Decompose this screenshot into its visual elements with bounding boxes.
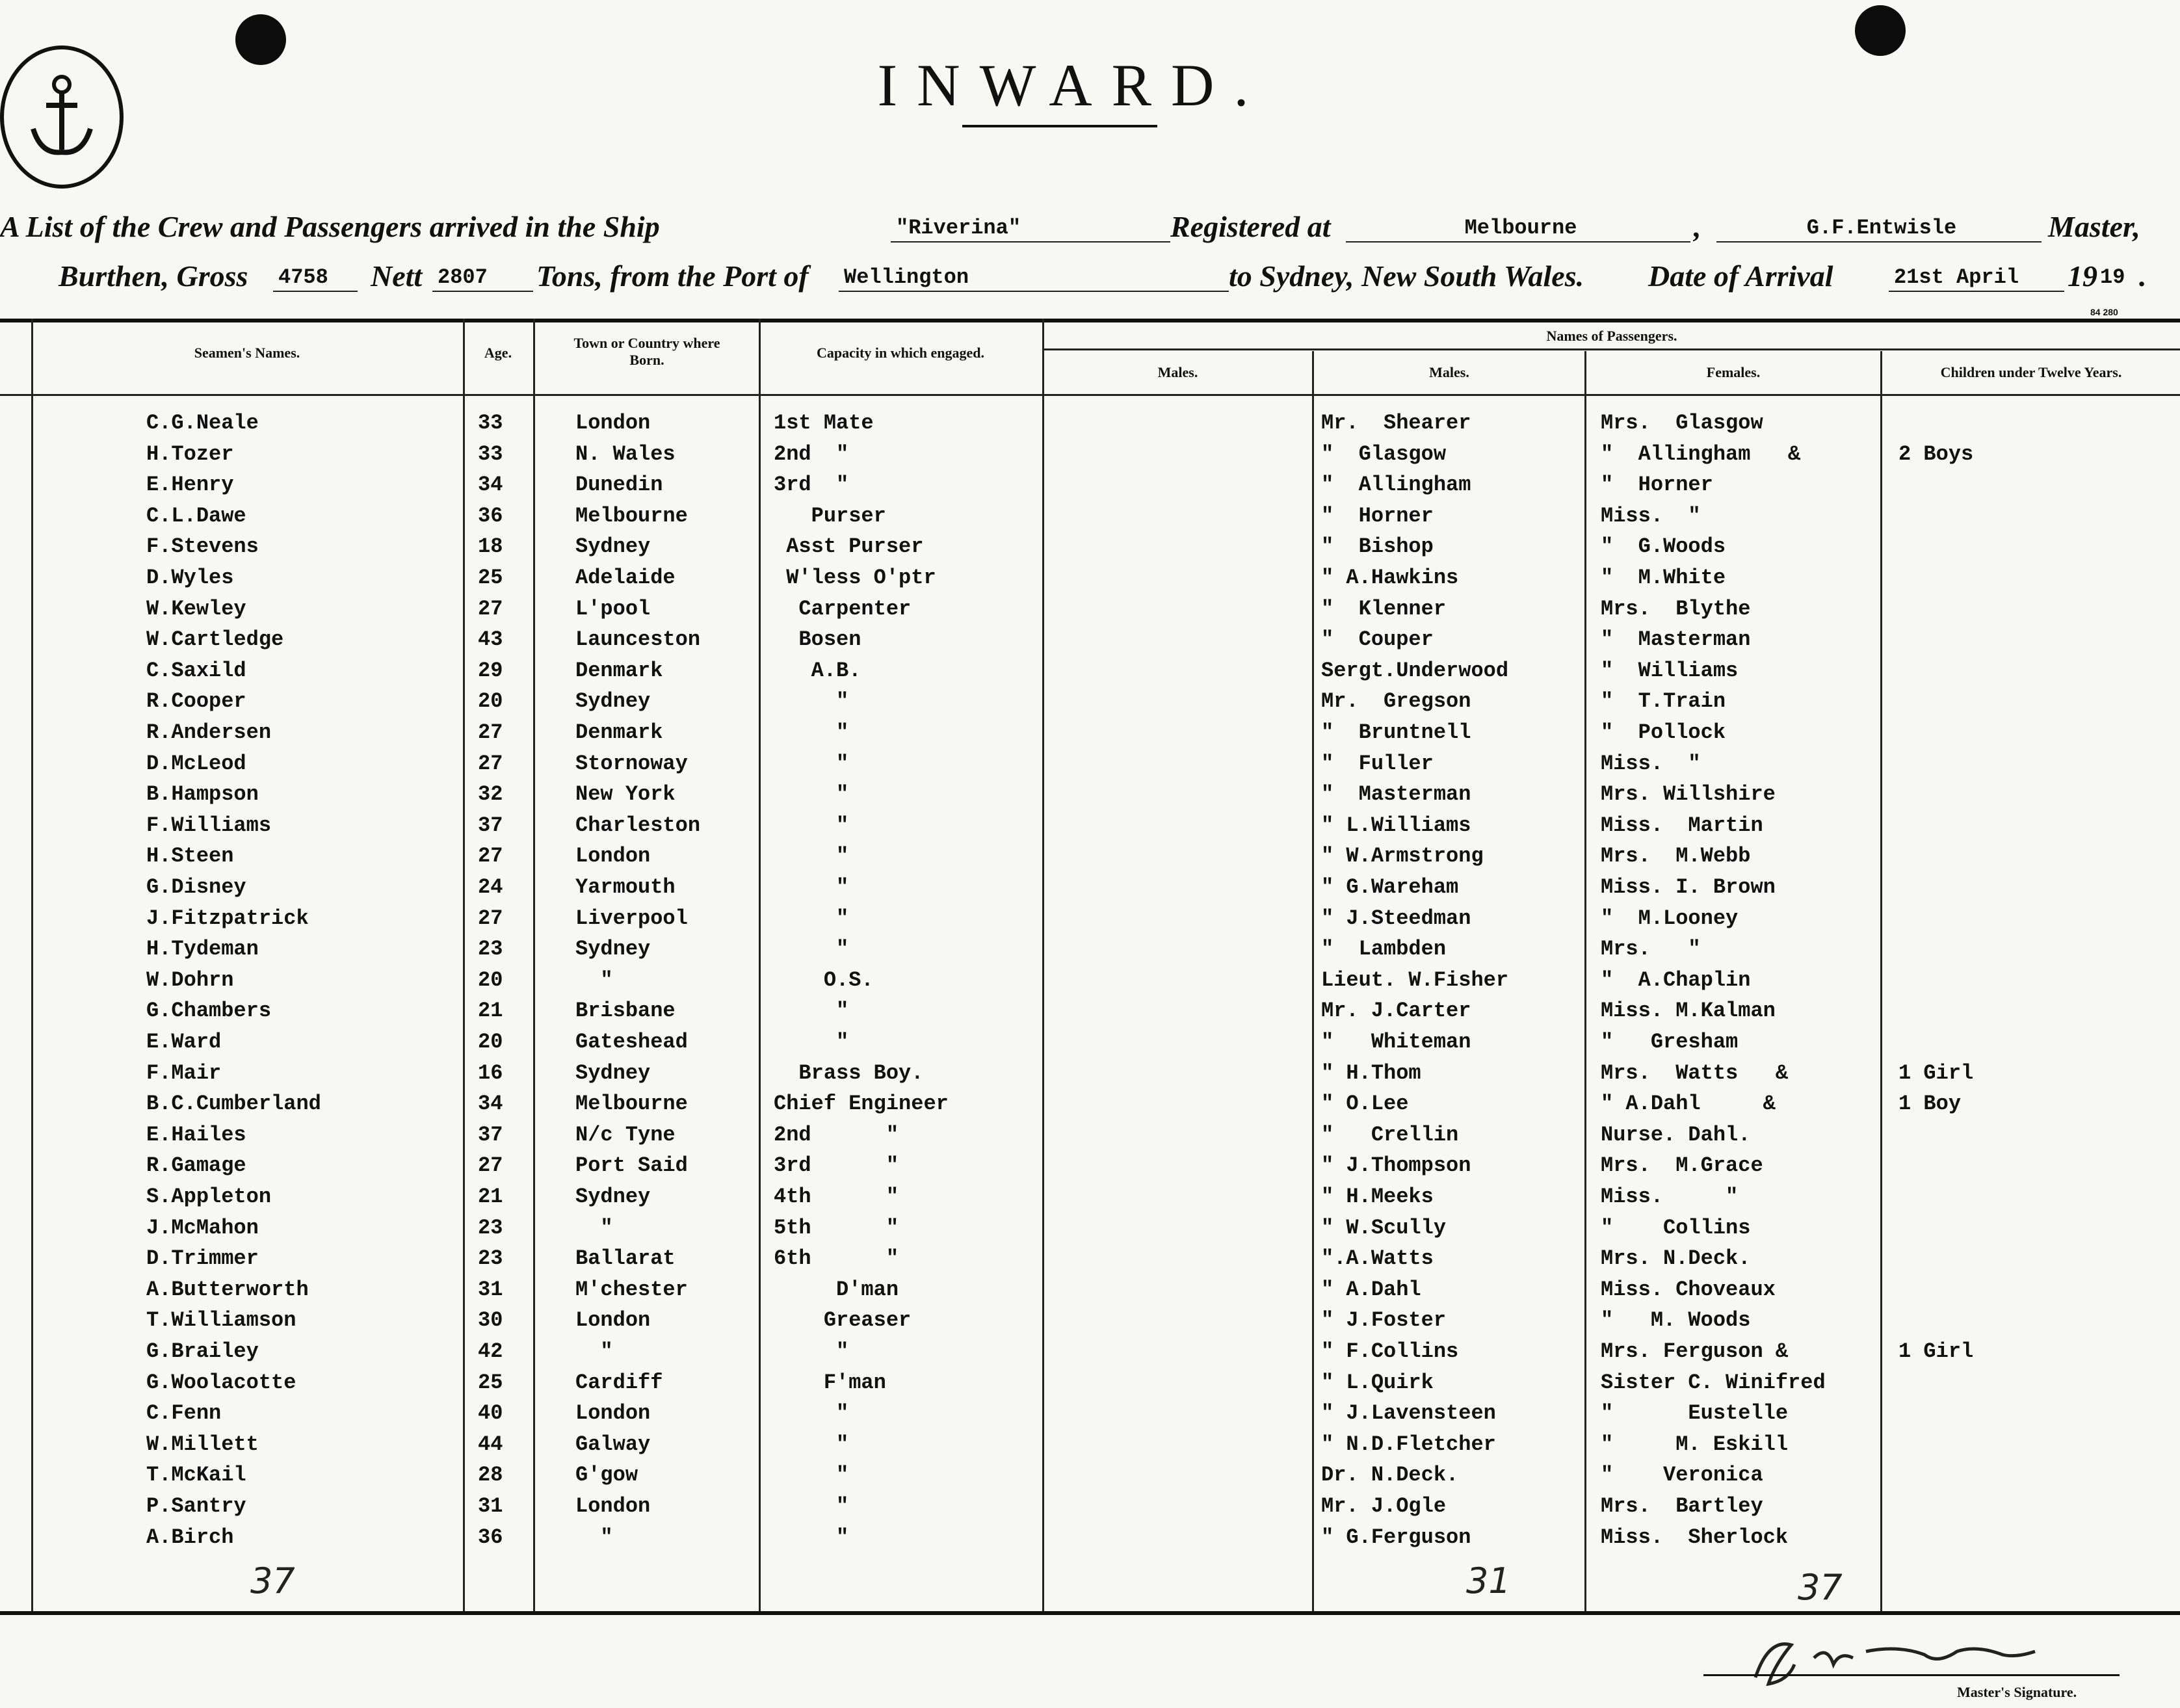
col-header-passengers: Names of Passengers. <box>1546 328 1677 344</box>
capacity-cell: " <box>774 1401 849 1425</box>
seaman-name: R.Andersen <box>146 720 272 744</box>
capacity-cell: " <box>774 752 849 776</box>
female-passenger-cell: " Pollock <box>1601 720 1726 744</box>
seaman-name: P.Santry <box>146 1494 246 1518</box>
town-born-cell: " <box>575 1216 613 1240</box>
female-passenger-cell: " M. Woods <box>1601 1308 1751 1332</box>
female-passenger-cell: Mrs. Bartley <box>1601 1494 1763 1518</box>
town-born-cell: N. Wales <box>575 442 676 466</box>
female-passenger-cell: Miss. " <box>1601 1185 1739 1209</box>
female-passenger-cell: Miss. Choveaux <box>1601 1278 1776 1302</box>
male-passenger-cell: " A.Dahl <box>1321 1278 1421 1302</box>
age-cell: 23 <box>478 937 503 961</box>
male-passenger-cell: Mr. Gregson <box>1321 689 1471 713</box>
male-passenger-cell: " W.Armstrong <box>1321 844 1484 868</box>
female-passenger-cell: " M.Looney <box>1601 906 1739 930</box>
female-passenger-cell: Mrs. " <box>1601 937 1701 961</box>
col-divider <box>759 319 761 1612</box>
capacity-cell: 3rd " <box>774 473 849 497</box>
capacity-cell: Greaser <box>774 1308 912 1332</box>
master-label: Master, <box>2048 210 2140 243</box>
signature-label: Master's Signature. <box>1957 1684 2077 1700</box>
male-passenger-cell: Mr. J.Carter <box>1321 999 1471 1023</box>
age-cell: 25 <box>478 566 503 590</box>
female-passenger-cell: " Collins <box>1601 1216 1751 1240</box>
age-cell: 18 <box>478 534 503 558</box>
age-cell: 23 <box>478 1216 503 1240</box>
seaman-name: G.Brailey <box>146 1339 259 1363</box>
capacity-cell: Chief Engineer <box>774 1092 949 1116</box>
capacity-cell: Purser <box>774 504 886 528</box>
age-cell: 43 <box>478 627 503 651</box>
age-cell: 33 <box>478 411 503 435</box>
female-passenger-cell: " Eustelle <box>1601 1401 1789 1425</box>
gross-tons: 4758 <box>273 265 358 292</box>
seaman-name: F.Stevens <box>146 534 259 558</box>
seaman-name: G.Chambers <box>146 999 272 1023</box>
female-passenger-cell: Miss. M.Kalman <box>1601 999 1776 1023</box>
town-born-cell: Stornoway <box>575 752 688 776</box>
seaman-name: R.Gamage <box>146 1153 246 1177</box>
town-born-cell: Sydney <box>575 534 651 558</box>
seaman-name: T.Williamson <box>146 1308 296 1332</box>
town-born-cell: London <box>575 844 651 868</box>
seaman-name: E.Henry <box>146 473 234 497</box>
capacity-cell: 2nd " <box>774 1123 899 1147</box>
town-born-cell: Liverpool <box>575 906 688 930</box>
female-passenger-cell: Mrs. Watts & <box>1601 1061 1789 1085</box>
seaman-name: E.Hailes <box>146 1123 246 1147</box>
age-cell: 24 <box>478 875 503 899</box>
signature-line <box>1703 1674 2120 1676</box>
male-passenger-cell: " Crellin <box>1321 1123 1459 1147</box>
female-passenger-cell: " M. Eskill <box>1601 1432 1789 1456</box>
capacity-cell: " <box>774 689 849 713</box>
seaman-name: J.Fitzpatrick <box>146 906 309 930</box>
col-divider <box>1880 351 1882 1612</box>
seaman-name: H.Tydeman <box>146 937 259 961</box>
seaman-name: E.Ward <box>146 1030 222 1054</box>
age-cell: 29 <box>478 659 503 683</box>
age-cell: 21 <box>478 1185 503 1209</box>
children-cell: 1 Girl <box>1898 1339 1974 1363</box>
seaman-name: C.G.Neale <box>146 411 259 435</box>
form-number: 84 280 <box>2090 307 2118 317</box>
col-header-males-1: Males. <box>1157 364 1198 380</box>
capacity-cell: 2nd " <box>774 442 849 466</box>
town-born-cell: Sydney <box>575 689 651 713</box>
male-passenger-cell: " Horner <box>1321 504 1434 528</box>
port-of: Wellington <box>839 265 1229 292</box>
burthen-label: Burthen, Gross <box>59 259 248 293</box>
age-cell: 23 <box>478 1246 503 1270</box>
male-passenger-cell: " A.Hawkins <box>1321 566 1459 590</box>
female-passenger-cell: " G.Woods <box>1601 534 1726 558</box>
capacity-cell: Carpenter <box>774 597 912 621</box>
year-suffix: 19 <box>2100 265 2125 289</box>
town-born-cell: Launceston <box>575 627 701 651</box>
male-passenger-cell: Dr. N.Deck. <box>1321 1463 1459 1487</box>
town-born-cell: Yarmouth <box>575 875 676 899</box>
age-cell: 34 <box>478 473 503 497</box>
age-cell: 20 <box>478 968 503 992</box>
col-divider <box>463 319 465 1612</box>
male-passenger-cell: " Bishop <box>1321 534 1434 558</box>
seaman-name: T.McKail <box>146 1463 246 1487</box>
punch-hole-right <box>1855 5 1906 56</box>
seaman-name: G.Disney <box>146 875 246 899</box>
female-passenger-cell: Mrs. N.Deck. <box>1601 1246 1751 1270</box>
col-header-town: Town or Country where Born. <box>573 335 720 368</box>
town-born-cell: Ballarat <box>575 1246 676 1270</box>
punch-hole-left <box>235 14 286 65</box>
seaman-name: B.C.Cumberland <box>146 1092 321 1116</box>
header-bottom-rule <box>0 394 2180 396</box>
male-passenger-cell: " Allingham <box>1321 473 1471 497</box>
capacity-cell: 6th " <box>774 1246 899 1270</box>
age-cell: 37 <box>478 1123 503 1147</box>
town-born-cell: G'gow <box>575 1463 638 1487</box>
seaman-name: S.Appleton <box>146 1185 272 1209</box>
seaman-name: B.Hampson <box>146 782 259 806</box>
town-born-cell: " <box>575 1525 613 1549</box>
male-passenger-cell: Lieut. W.Fisher <box>1321 968 1509 992</box>
seaman-name: R.Cooper <box>146 689 246 713</box>
year-prefix: 19 <box>2068 259 2097 293</box>
age-cell: 30 <box>478 1308 503 1332</box>
town-born-cell: Sydney <box>575 1061 651 1085</box>
town-born-cell: Melbourne <box>575 1092 688 1116</box>
col-header-females: Females. <box>1706 364 1761 380</box>
seaman-name: G.Woolacotte <box>146 1371 296 1395</box>
tons-label: Tons, from the Port of <box>536 259 809 293</box>
male-passenger-cell: " Klenner <box>1321 597 1447 621</box>
age-cell: 28 <box>478 1463 503 1487</box>
female-passenger-cell: Miss. " <box>1601 504 1701 528</box>
capacity-cell: D'man <box>774 1278 899 1302</box>
col-divider <box>31 319 33 1612</box>
town-born-cell: Charleston <box>575 813 701 837</box>
col-header-children: Children under Twelve Years. <box>1940 364 2122 380</box>
table-bottom-rule <box>0 1611 2180 1615</box>
age-cell: 27 <box>478 1153 503 1177</box>
capacity-cell: " <box>774 906 849 930</box>
col-divider <box>1042 319 1044 1612</box>
male-passenger-cell: " H.Meeks <box>1321 1185 1434 1209</box>
seaman-name: A.Birch <box>146 1525 234 1549</box>
capacity-cell: " <box>774 720 849 744</box>
master-name: G.F.Entwisle <box>1716 216 2042 243</box>
age-cell: 40 <box>478 1401 503 1425</box>
seaman-name: H.Steen <box>146 844 234 868</box>
title-divider <box>962 125 1157 127</box>
town-born-cell: Galway <box>575 1432 651 1456</box>
capacity-cell: " <box>774 813 849 837</box>
town-born-cell: Melbourne <box>575 504 688 528</box>
capacity-cell: " <box>774 1432 849 1456</box>
crew-tally: 37 <box>250 1560 295 1601</box>
children-cell: 2 Boys <box>1898 442 1974 466</box>
town-born-cell: New York <box>575 782 676 806</box>
col-divider <box>533 319 535 1612</box>
male-passenger-cell: " L.Quirk <box>1321 1371 1434 1395</box>
age-cell: 16 <box>478 1061 503 1085</box>
female-passenger-cell: " Gresham <box>1601 1030 1739 1054</box>
col-header-seamen: Seamen's Names. <box>194 345 300 361</box>
capacity-cell: " <box>774 1030 849 1054</box>
age-cell: 27 <box>478 844 503 868</box>
seaman-name: W.Cartledge <box>146 627 284 651</box>
seaman-name: D.Wyles <box>146 566 234 590</box>
capacity-cell: Asst Purser <box>774 534 924 558</box>
female-passenger-cell: " Williams <box>1601 659 1739 683</box>
capacity-cell: " <box>774 1339 849 1363</box>
age-cell: 34 <box>478 1092 503 1116</box>
seaman-name: F.Mair <box>146 1061 222 1085</box>
age-cell: 27 <box>478 752 503 776</box>
town-born-cell: Sydney <box>575 937 651 961</box>
age-cell: 27 <box>478 720 503 744</box>
female-passenger-cell: " Masterman <box>1601 627 1751 651</box>
age-cell: 20 <box>478 689 503 713</box>
capacity-cell: 1st Mate <box>774 411 874 435</box>
males-tally: 31 <box>1466 1560 1511 1601</box>
col-divider <box>1584 351 1586 1612</box>
age-cell: 27 <box>478 597 503 621</box>
female-passenger-cell: " Horner <box>1601 473 1713 497</box>
town-born-cell: Adelaide <box>575 566 676 590</box>
age-cell: 27 <box>478 906 503 930</box>
female-passenger-cell: Mrs. Glasgow <box>1601 411 1763 435</box>
male-passenger-cell: " J.Steedman <box>1321 906 1471 930</box>
male-passenger-cell: " L.Williams <box>1321 813 1471 837</box>
female-passenger-cell: Miss. Sherlock <box>1601 1525 1789 1549</box>
female-passenger-cell: Miss. I. Brown <box>1601 875 1776 899</box>
male-passenger-cell: " G.Wareham <box>1321 875 1459 899</box>
female-passenger-cell: Miss. " <box>1601 752 1701 776</box>
town-born-cell: Brisbane <box>575 999 676 1023</box>
capacity-cell: " <box>774 844 849 868</box>
male-passenger-cell: " O.Lee <box>1321 1092 1409 1116</box>
capacity-cell: 3rd " <box>774 1153 899 1177</box>
male-passenger-cell: " W.Scully <box>1321 1216 1447 1240</box>
town-born-cell: " <box>575 968 613 992</box>
female-passenger-cell: Mrs. M.Webb <box>1601 844 1751 868</box>
capacity-cell: 4th " <box>774 1185 899 1209</box>
female-passenger-cell: Sister C. Winifred <box>1601 1371 1826 1395</box>
capacity-cell: " <box>774 937 849 961</box>
capacity-cell: " <box>774 1525 849 1549</box>
capacity-cell: W'less O'ptr <box>774 566 936 590</box>
male-passenger-cell: " Couper <box>1321 627 1434 651</box>
females-tally: 37 <box>1798 1567 1843 1608</box>
town-born-cell: Denmark <box>575 659 663 683</box>
age-cell: 31 <box>478 1278 503 1302</box>
age-cell: 42 <box>478 1339 503 1363</box>
male-passenger-cell: Mr. Shearer <box>1321 411 1471 435</box>
arrival-date: 21st April <box>1889 265 2064 292</box>
capacity-cell: O.S. <box>774 968 874 992</box>
male-passenger-cell: ".A.Watts <box>1321 1246 1434 1270</box>
seaman-name: F.Williams <box>146 813 272 837</box>
capacity-cell: A.B. <box>774 659 861 683</box>
female-passenger-cell: Miss. Martin <box>1601 813 1763 837</box>
town-born-cell: London <box>575 1401 651 1425</box>
children-cell: 1 Girl <box>1898 1061 1974 1085</box>
town-born-cell: London <box>575 1308 651 1332</box>
male-passenger-cell: " H.Thom <box>1321 1061 1421 1085</box>
capacity-cell: " <box>774 1494 849 1518</box>
town-born-cell: L'pool <box>575 597 651 621</box>
capacity-cell: Brass Boy. <box>774 1061 924 1085</box>
female-passenger-cell: " Veronica <box>1601 1463 1763 1487</box>
town-born-cell: M'chester <box>575 1278 688 1302</box>
seaman-name: C.Fenn <box>146 1401 222 1425</box>
seaman-name: W.Dohrn <box>146 968 234 992</box>
page-title: INWARD. <box>877 52 1268 118</box>
age-cell: 36 <box>478 1525 503 1549</box>
age-cell: 20 <box>478 1030 503 1054</box>
male-passenger-cell: Sergt.Underwood <box>1321 659 1509 683</box>
male-passenger-cell: " J.Lavensteen <box>1321 1401 1496 1425</box>
registered-at-label: Registered at <box>1170 210 1331 243</box>
destination-label: to Sydney, New South Wales. <box>1229 259 1584 293</box>
col-header-capacity: Capacity in which engaged. <box>817 345 984 361</box>
registered-at: Melbourne <box>1346 216 1690 243</box>
male-passenger-cell: " Fuller <box>1321 752 1434 776</box>
seaman-name: A.Butterworth <box>146 1278 309 1302</box>
town-born-cell: London <box>575 1494 651 1518</box>
age-cell: 44 <box>478 1432 503 1456</box>
age-cell: 33 <box>478 442 503 466</box>
seaman-name: H.Tozer <box>146 442 234 466</box>
document-page: INWARD. A List of the Crew and Passengers arrived in the Ship "Riverina" Registered at Melbourne , G.F.Entwisle Master, Burthen, Gross 4758 Nett 2807 Tons, from the Port of Wellington to Sydney, New South Wales. Date of Arrival 21st April 19 19 . 84 280 Seamen's Names. Age. Town or Country where Born. Capacity in which engaged. Names of Passengers. Males. Males. Females. Children under Twelve Years. C.G.Neale 33 London 1st Mate Mr. Shearer Mrs. Glasgow H.Tozer 33 N. Wales 2nd " " Glasgow " Allingham & 2 Boys E.Henry 34 Dunedin 3rd " " Allingham " Horner C.L.Dawe 36 Melbourne Purser " Horner Miss. " F.Stevens 18 Sydney Asst Purser " Bishop " G.Woods D.Wyles 25 Adelaide W'less O'ptr " A.Hawkins " M.White W.Kewley 27 L'pool Carpenter " Klenner Mrs. Blythe W.Cartledge 43 Launceston Bosen " Couper " Masterman C.Saxild 29 Denmark A.B. Sergt.Underwood " Williams R.Cooper 20 Sydney " Mr. Gregson " T.Train R.Andersen 27 Denmark " " Bruntnell " Pollock D.McLeod 27 Stornoway " " Fuller Miss. " B.Hampson 32 New York " " Masterman Mrs. Willshire F.Williams 37 Charleston " " L.Williams Miss. Martin H.Steen 27 London " " W.Armstrong Mrs. M.Webb G.Disney 24 Yarmouth " " G.Wareham Miss. I. Brown J.Fitzpatrick 27 Liverpool " " J.Steedman " M.Looney H.Tydeman 23 Sydney " " Lambden Mrs. " W.Dohrn 20 " O.S. Lieut. W.Fisher " A.Chaplin G.Chambers 21 Brisbane " Mr. J.Carter Miss. M.Kalman E.Ward 20 Gateshead " " Whiteman " Gresham F.Mair 16 Sydney Brass Boy. " H.Thom Mrs. Watts & 1 Girl B.C.Cumberland 34 Melbourne Chief Engineer " O.Lee " A.Dahl & 1 Boy E.Hailes 37 N/c Tyne 2nd " " Crellin Nurse. Dahl. R.Gamage 27 Port Said 3rd " " J.Thompson Mrs. M.Grace S.Appleton 21 Sydney 4th " " H.Meeks Miss. " J.McMahon 23 " 5th " " W.Scully " Collins D.Trimmer 23 Ballarat 6th " ".A.Watts Mrs. N.Deck. A.Butterworth 31 M'chester D'man " A.Dahl Miss. Choveaux T.Williamson 30 London Greaser " J.Foster " M. Woods G.Brailey 42 " " " F.Collins Mrs. Ferguson & 1 Girl G.Woolacotte 25 Cardiff F'man " L.Quirk Sister C. Winifred C.Fenn 40 London " " J.Lavensteen " Eustelle W.Millett 44 Galway " " N.D.Fletcher " M. Eskill T.McKail 28 G'gow " Dr. N.Deck. " Veronica P.Santry 31 London " Mr. J.Ogle Mrs. Bartley A.Birch 36 " " " G.Ferguson Miss. Sherlock 37 31 37 Master's Signature. <box>0 0 2180 1708</box>
female-passenger-cell: Mrs. Ferguson & <box>1601 1339 1789 1363</box>
female-passenger-cell: " A.Chaplin <box>1601 968 1751 992</box>
capacity-cell: " <box>774 999 849 1023</box>
female-passenger-cell: " A.Dahl & <box>1601 1092 1776 1116</box>
female-passenger-cell: " Allingham & <box>1601 442 1801 466</box>
date-label: Date of Arrival <box>1648 259 1833 293</box>
town-born-cell: Dunedin <box>575 473 663 497</box>
male-passenger-cell: " Lambden <box>1321 937 1447 961</box>
seaman-name: D.McLeod <box>146 752 246 776</box>
town-born-cell: " <box>575 1339 613 1363</box>
seaman-name: C.Saxild <box>146 659 246 683</box>
town-born-cell: N/c Tyne <box>575 1123 676 1147</box>
ship-name: "Riverina" <box>891 216 1170 243</box>
col-header-age: Age. <box>484 345 512 361</box>
female-passenger-cell: " M.White <box>1601 566 1726 590</box>
male-passenger-cell: " Whiteman <box>1321 1030 1471 1054</box>
nett-tons: 2807 <box>432 265 533 292</box>
seaman-name: J.McMahon <box>146 1216 259 1240</box>
town-born-cell: Sydney <box>575 1185 651 1209</box>
seaman-name: W.Millett <box>146 1432 259 1456</box>
anchor-seal-icon <box>0 46 124 189</box>
female-passenger-cell: Mrs. M.Grace <box>1601 1153 1763 1177</box>
age-cell: 31 <box>478 1494 503 1518</box>
male-passenger-cell: " Bruntnell <box>1321 720 1471 744</box>
capacity-cell: " <box>774 875 849 899</box>
age-cell: 37 <box>478 813 503 837</box>
male-passenger-cell: " Masterman <box>1321 782 1471 806</box>
female-passenger-cell: Nurse. Dahl. <box>1601 1123 1751 1147</box>
town-born-cell: Gateshead <box>575 1030 688 1054</box>
seaman-name: C.L.Dawe <box>146 504 246 528</box>
female-passenger-cell: Mrs. Willshire <box>1601 782 1776 806</box>
age-cell: 36 <box>478 504 503 528</box>
female-passenger-cell: Mrs. Blythe <box>1601 597 1751 621</box>
male-passenger-cell: " F.Collins <box>1321 1339 1459 1363</box>
male-passenger-cell: Mr. J.Ogle <box>1321 1494 1447 1518</box>
seaman-name: D.Trimmer <box>146 1246 259 1270</box>
list-intro: A List of the Crew and Passengers arrived in the Ship <box>0 210 660 243</box>
town-born-cell: London <box>575 411 651 435</box>
age-cell: 32 <box>478 782 503 806</box>
capacity-cell: " <box>774 782 849 806</box>
capacity-cell: 5th " <box>774 1216 899 1240</box>
age-cell: 25 <box>478 1371 503 1395</box>
age-cell: 21 <box>478 999 503 1023</box>
passengers-rule <box>1044 348 2180 350</box>
capacity-cell: F'man <box>774 1371 886 1395</box>
table-top-rule <box>0 319 2180 322</box>
town-born-cell: Port Said <box>575 1153 688 1177</box>
col-divider <box>1312 351 1314 1612</box>
town-born-cell: Denmark <box>575 720 663 744</box>
male-passenger-cell: " Glasgow <box>1321 442 1447 466</box>
male-passenger-cell: " G.Ferguson <box>1321 1525 1471 1549</box>
male-passenger-cell: " J.Foster <box>1321 1308 1447 1332</box>
nett-label: Nett <box>371 259 423 293</box>
seaman-name: W.Kewley <box>146 597 246 621</box>
children-cell: 1 Boy <box>1898 1092 1962 1116</box>
col-header-males-2: Males. <box>1429 364 1469 380</box>
female-passenger-cell: " T.Train <box>1601 689 1726 713</box>
male-passenger-cell: " J.Thompson <box>1321 1153 1471 1177</box>
capacity-cell: " <box>774 1463 849 1487</box>
capacity-cell: Bosen <box>774 627 861 651</box>
town-born-cell: Cardiff <box>575 1371 663 1395</box>
male-passenger-cell: " N.D.Fletcher <box>1321 1432 1496 1456</box>
